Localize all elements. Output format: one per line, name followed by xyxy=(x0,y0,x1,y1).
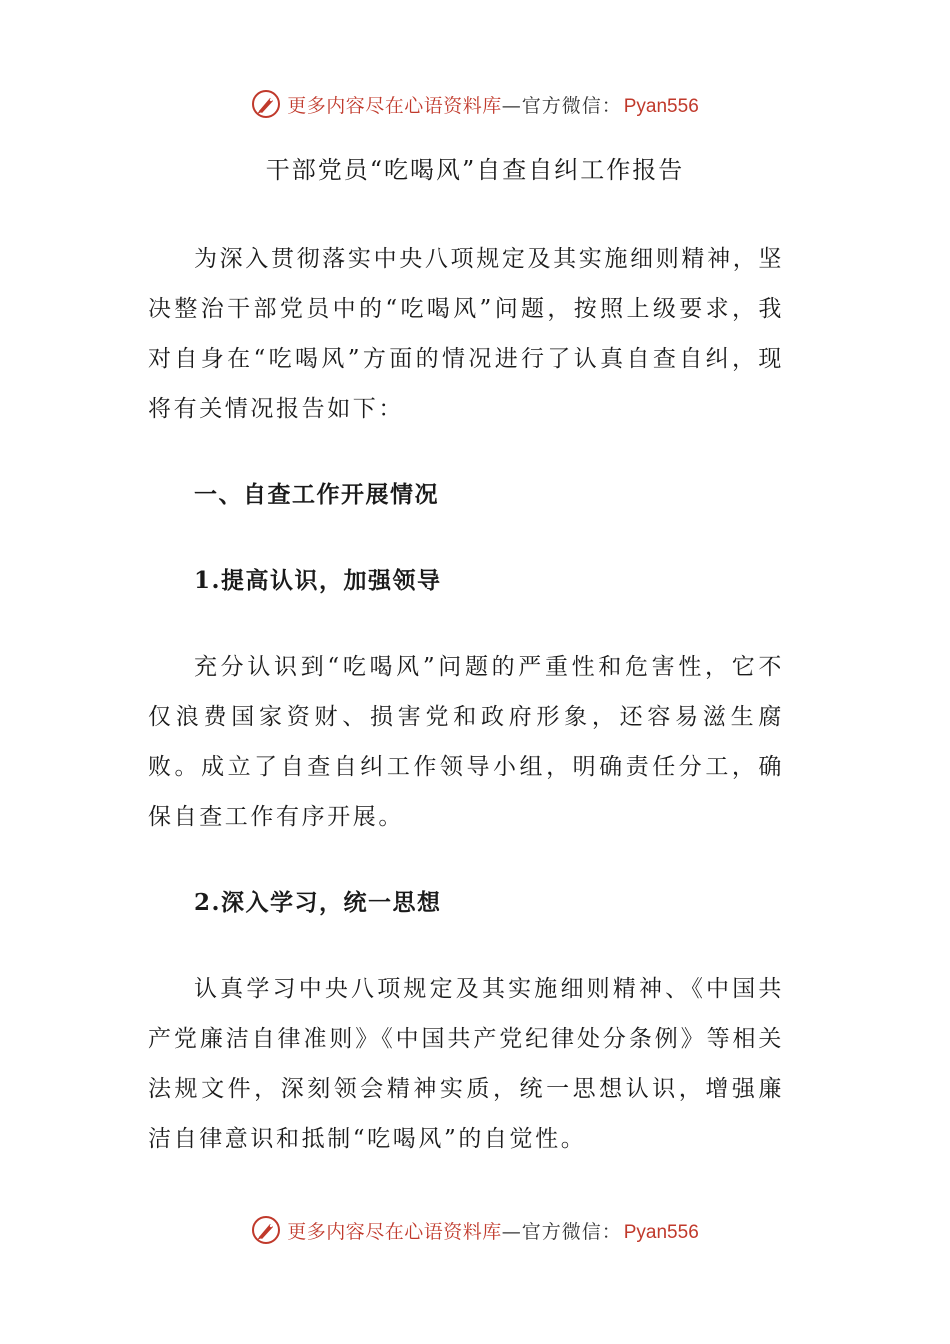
item-1-body: 充分认识到“吃喝风”问题的严重性和危害性，它不仅浪费国家资财、损害党和政府形象，还容易滋生腐败。成立了自查自纠工作领导小组，明确责任分工，确保自查工作有序开展。 xyxy=(148,654,784,830)
watermark-sub-text: 官方微信： xyxy=(521,1220,622,1243)
pen-nib-logo-icon xyxy=(251,89,281,119)
item-2-heading: 2.深入学习，统一思想 xyxy=(194,889,442,916)
watermark-main-text: 更多内容尽在心语资料库 xyxy=(287,94,502,117)
watermark-dash: — xyxy=(501,1220,522,1243)
intro-paragraph: 为深入贯彻落实中央八项规定及其实施细则精神，坚决整治干部党员中的“吃喝风”问题，按照上级要求，我对自身在“吃喝风”方面的情况进行了认真自查自纠，现将有关情况报告如下： xyxy=(148,246,784,422)
footer-watermark xyxy=(0,1210,950,1250)
item-2-body: 认真学习中央八项规定及其实施细则精神、《中国共产党廉洁自律准则》《中国共产党纪律处分条例》等相关法规文件，深刻领会精神实质，统一思想认识，增强廉洁自律意识和抵制“吃喝风”的自觉性。 xyxy=(148,976,784,1152)
document-title: 干部党员“吃喝风”自查自纠工作报告 xyxy=(265,156,685,184)
header-watermark xyxy=(0,84,950,124)
watermark-wechat-id: Pyan556 xyxy=(623,1221,699,1243)
watermark-main-text: 更多内容尽在心语资料库 xyxy=(287,1220,502,1243)
watermark-sub-text: 官方微信： xyxy=(521,94,622,117)
item-1-heading: 1.提高认识，加强领导 xyxy=(194,567,442,594)
document-body xyxy=(148,234,784,1164)
pen-nib-logo-icon xyxy=(251,1215,281,1245)
watermark-wechat-id: Pyan556 xyxy=(623,95,699,117)
section-1-heading: 一、自查工作开展情况 xyxy=(194,481,439,508)
watermark-dash: — xyxy=(501,94,522,117)
